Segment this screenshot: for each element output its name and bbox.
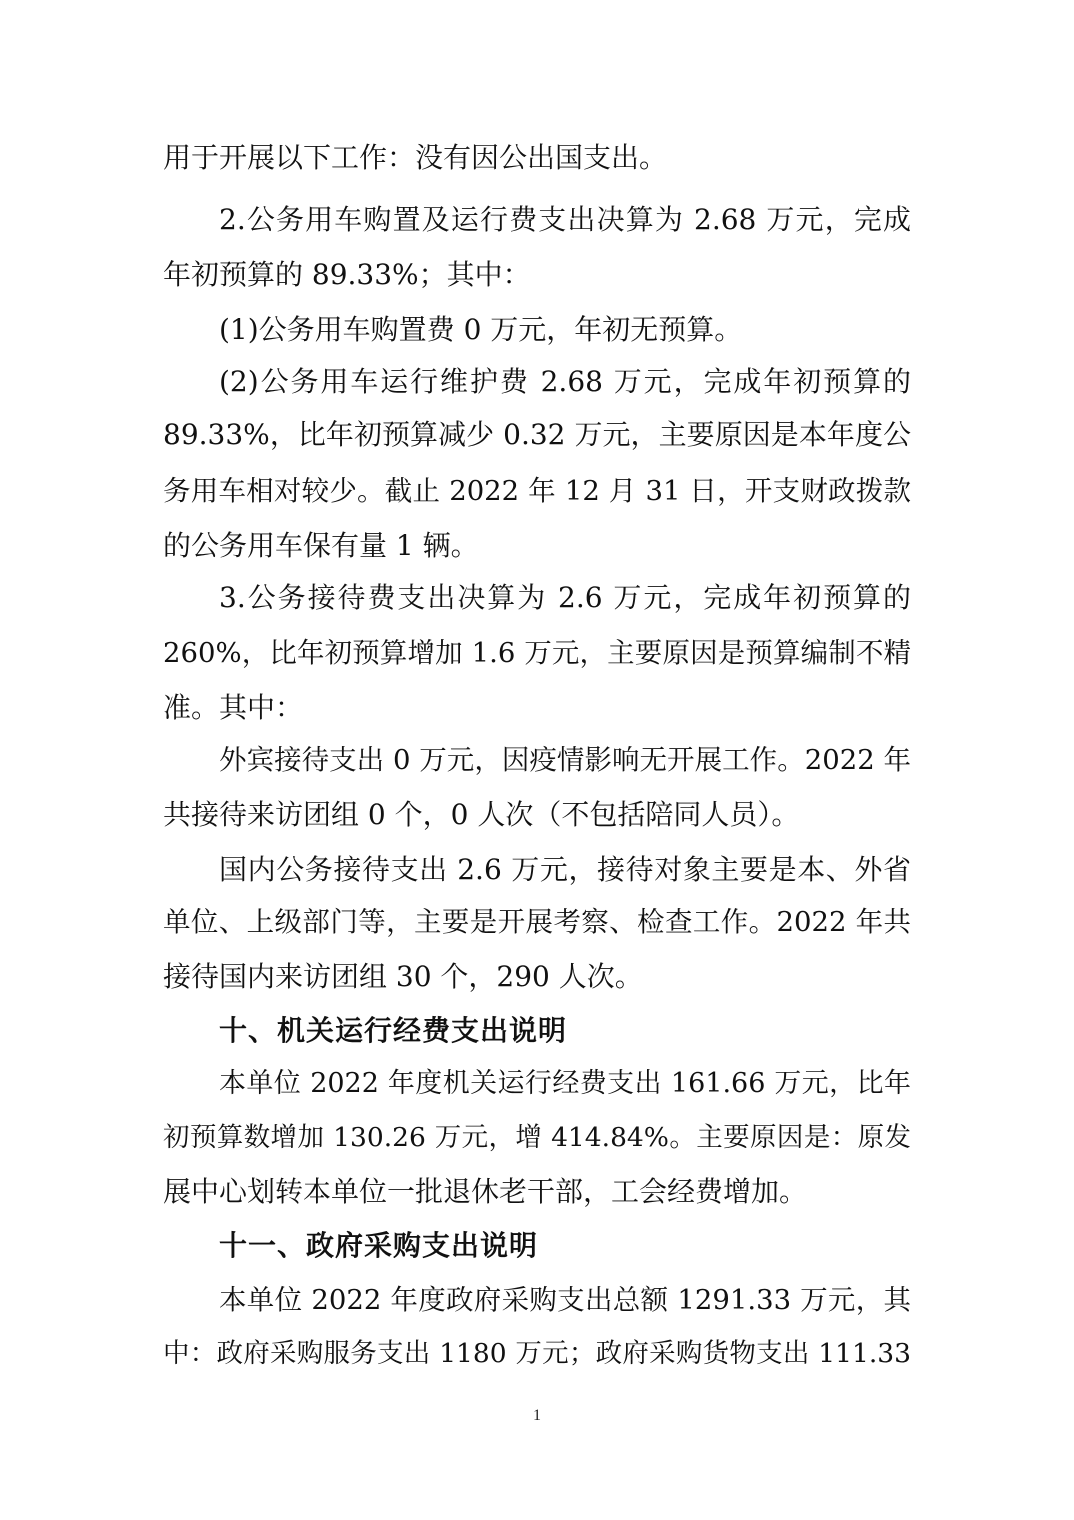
text-line: (1)公务用车购置费 0 万元，年初无预算。 [219, 313, 743, 346]
text-line: 初预算数增加 130.26 万元，增 414.84%。主要原因是：原发 [163, 1122, 911, 1153]
text-line: 年初预算的 89.33%；其中： [163, 258, 531, 291]
text-line: 单位、上级部门等，主要是开展考察、检查工作。2022 年共 [163, 906, 911, 938]
text-line: 89.33%，比年初预算减少 0.32 万元，主要原因是本年度公 [163, 418, 911, 451]
text-line: 3.公务接待费支出决算为 2.6 万元，完成年初预算的 [219, 581, 911, 614]
text-line: 共接待来访团组 0 个，0 人次（不包括陪同人员）。 [163, 798, 800, 831]
page-number: 1 [533, 1407, 541, 1424]
text-line: 准。其中： [163, 691, 304, 724]
text-line: 务用车相对较少。截止 2022 年 12 月 31 日，开支财政拨款 [163, 475, 911, 507]
text-line: 中：政府采购服务支出 1180 万元；政府采购货物支出 111.33 [163, 1338, 911, 1369]
text-line: 用于开展以下工作：没有因公出国支出。 [163, 141, 668, 174]
text-line: 国内公务接待支出 2.6 万元，接待对象主要是本、外省 [219, 853, 911, 886]
text-line: 展中心划转本单位一批退休老干部，工会经费增加。 [163, 1175, 808, 1208]
text-line: 的公务用车保有量 1 辆。 [163, 529, 479, 562]
text-line: 2.公务用车购置及运行费支出决算为 2.68 万元，完成 [219, 203, 911, 236]
text-line: 接待国内来访团组 30 个，290 人次。 [163, 960, 643, 993]
section-heading: 十、机关运行经费支出说明 [219, 1014, 568, 1047]
text-line: 本单位 2022 年度政府采购支出总额 1291.33 万元，其 [219, 1284, 911, 1316]
text-line: 260%，比年初预算增加 1.6 万元，主要原因是预算编制不精 [163, 637, 911, 669]
text-line: (2)公务用车运行维护费 2.68 万元，完成年初预算的 [219, 365, 911, 398]
text-line: 本单位 2022 年度机关运行经费支出 161.66 万元，比年 [219, 1068, 911, 1099]
text-line: 外宾接待支出 0 万元，因疫情影响无开展工作。2022 年 [219, 744, 911, 776]
section-heading: 十一、政府采购支出说明 [219, 1229, 539, 1262]
